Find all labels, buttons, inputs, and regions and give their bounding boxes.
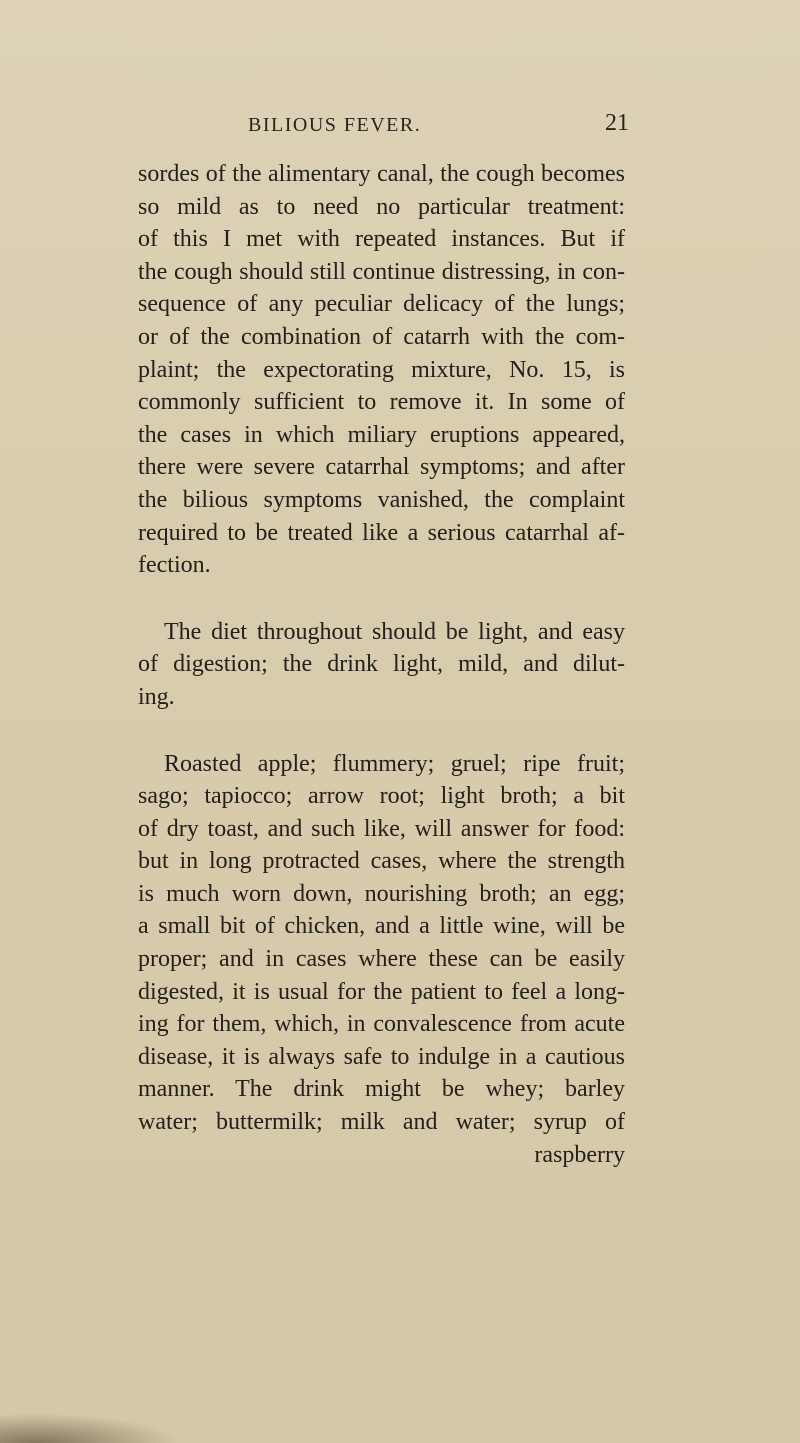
page-number: 21 (605, 110, 629, 136)
text-line: proper; and in cases where these can be easily (138, 946, 625, 973)
text-line: water; buttermilk; milk and water; syrup of (138, 1109, 625, 1136)
text-line: ing. (138, 683, 175, 710)
text-line: there were severe catarrhal symptoms; and after (138, 454, 625, 481)
text-line: fection. (138, 552, 211, 579)
page-edge-stain (0, 1413, 180, 1443)
text-line: is much worn down, nourishing broth; an egg; (138, 880, 625, 907)
text-line: sordes of the alimentary canal, the cough becomes (138, 161, 625, 187)
text-line: commonly sufficient to remove it. In some of (138, 389, 625, 416)
text-line: the cough should still continue distressing, in con- (138, 258, 625, 285)
body-text (138, 158, 625, 1205)
text-line: of digestion; the drink light, mild, and dilut- (138, 651, 625, 678)
text-line: plaint; the expectorating mixture, No. 15, is (138, 356, 625, 383)
text-line: disease, it is always safe to indulge in a cautious (138, 1043, 625, 1070)
text-line: a small bit of chicken, and a little wine, will be (138, 913, 625, 940)
text-line: but in long protracted cases, where the strength (138, 848, 625, 875)
running-head (0, 110, 800, 144)
text-line: Roasted apple; flummery; gruel; ripe fruit; (164, 750, 625, 777)
text-line: required to be treated like a serious catarrhal af- (138, 519, 625, 546)
text-line: The diet throughout should be light, and easy (164, 618, 625, 645)
text-line: the cases in which miliary eruptions appeared, (138, 421, 625, 448)
text-line: of this I met with repeated instances. But if (138, 226, 625, 253)
text-line: or of the combination of catarrh with the com- (138, 323, 625, 350)
text-line: digested, it is usual for the patient to feel a long- (138, 978, 625, 1005)
paragraph-3 (138, 748, 625, 1172)
paragraph-1 (138, 158, 625, 582)
text-line: manner. The drink might be whey; barley (138, 1076, 625, 1103)
paragraph-2 (138, 616, 625, 714)
text-line: ing for them, which, in convalescence from acute (138, 1011, 625, 1038)
text-line: sago; tapiocco; arrow root; light broth; a bit (138, 783, 625, 810)
catchword: raspberry (534, 1141, 625, 1168)
text-line: of dry toast, and such like, will answer for food: (138, 815, 625, 842)
running-title: BILIOUS FEVER. (248, 114, 422, 136)
text-line: sequence of any peculiar delicacy of the lungs; (138, 291, 625, 318)
text-line: so mild as to need no particular treatment: (138, 193, 625, 220)
text-line: the bilious symptoms vanished, the complaint (138, 486, 625, 513)
